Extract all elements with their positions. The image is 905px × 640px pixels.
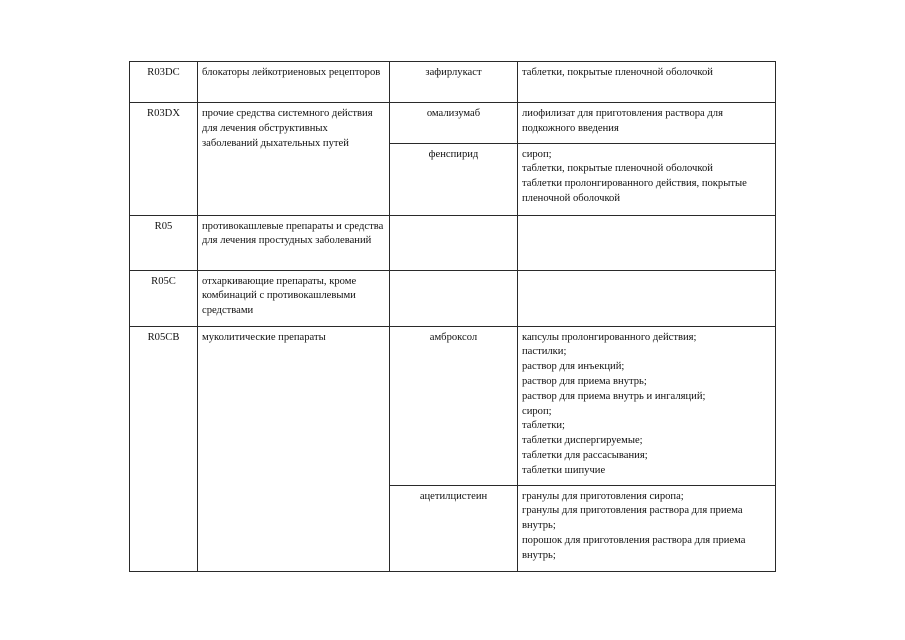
atc-code-cell: R05C [130,270,198,326]
table-row [130,62,776,103]
inn-cell: зафирлукаст [390,62,518,103]
dosage-form-cell [518,143,776,215]
dosage-form-line: таблетки шипучие [522,464,606,476]
dosage-form-line: раствор для приема внутрь; [522,375,647,387]
group-name-cell: противокашлевые препараты и средства для лечения простудных заболеваний [198,215,390,270]
inn-cell: омализумаб [390,103,518,144]
group-name-cell: прочие средства системного действия для лечения обструктивных заболеваний дыхательных путей [198,103,390,216]
dosage-form-line: сироп; [522,148,552,160]
dosage-form-line: пастилки; [522,346,567,358]
dosage-form-line: раствор для инъекций; [522,361,625,373]
atc-code-cell: R03DC [130,62,198,103]
table-row [130,326,776,485]
dosage-form-line: таблетки, покрытые пленочной оболочкой [522,163,713,175]
dosage-form-line: таблетки, покрытые пленочной оболочкой [522,67,713,78]
dosage-form-line: таблетки для рассасывания; [522,449,648,461]
dosage-form-cell [518,485,776,571]
inn-cell: амброксол [390,326,518,485]
dosage-form-line: гранулы для приготовления сиропа; [522,490,684,502]
group-name-cell: блокаторы лейкотриеновых рецепторов [198,62,390,103]
drug-classification-table [129,61,776,572]
inn-cell: фенспирид [390,143,518,215]
inn-cell [390,215,518,270]
dosage-form-cell [518,270,776,326]
dosage-form-line: таблетки; [522,420,565,432]
inn-cell [390,270,518,326]
dosage-form-line: порошок для приготовления раствора для приема внутрь; [522,534,746,561]
dosage-form-line: лиофилизат для приготовления раствора для подкожного введения [522,108,723,134]
table-row [130,270,776,326]
dosage-form-cell [518,326,776,485]
inn-cell: ацетилцистеин [390,485,518,571]
table-row [130,103,776,144]
atc-code-cell: R03DX [130,103,198,216]
group-name-cell: отхаркивающие препараты, кроме комбинаций с противокашлевыми средствами [198,270,390,326]
dosage-form-line: капсулы пролонгированного действия; [522,331,697,343]
dosage-form-line: сироп; [522,405,552,417]
dosage-form-line: таблетки диспергируемые; [522,435,643,447]
dosage-form-line: таблетки пролонгированного действия, покрытые пленочной оболочкой [522,178,747,204]
dosage-form-line: гранулы для приготовления раствора для приема внутрь; [522,505,743,532]
dosage-form-cell [518,103,776,144]
atc-code-cell: R05 [130,215,198,270]
dosage-form-line: раствор для приема внутрь и ингаляций; [522,390,706,402]
group-name-cell: муколитические препараты [198,326,390,571]
atc-code-cell: R05CB [130,326,198,571]
dosage-form-cell [518,62,776,103]
table-row [130,215,776,270]
dosage-form-cell [518,215,776,270]
